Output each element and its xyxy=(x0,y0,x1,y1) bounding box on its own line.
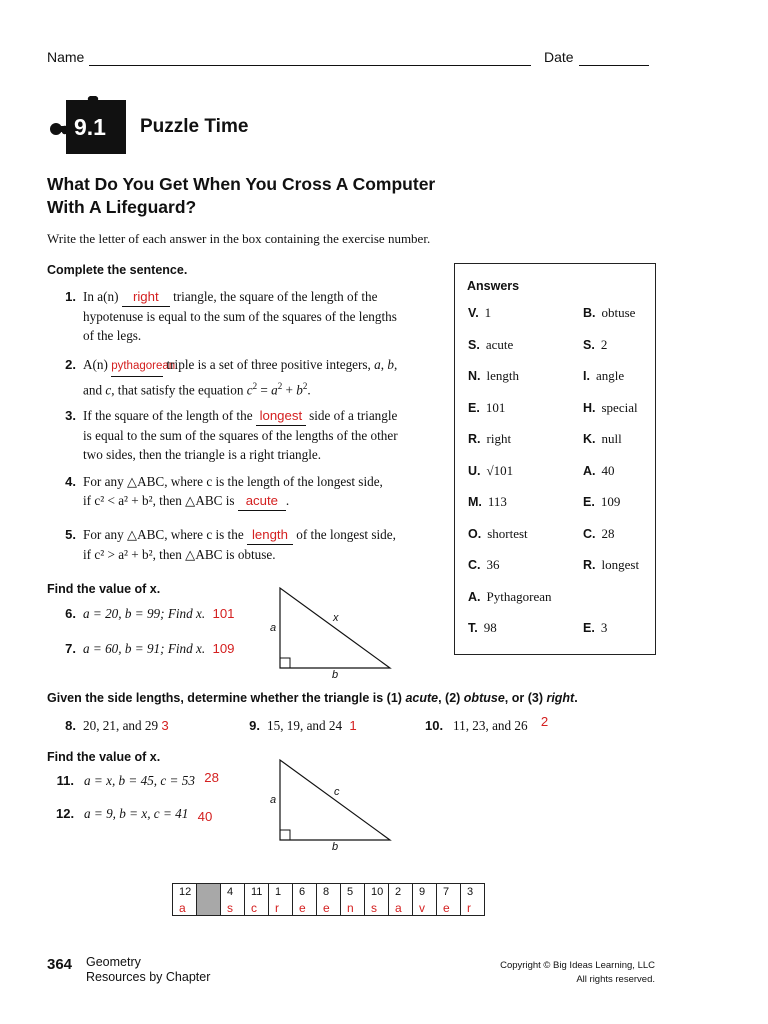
answer-choice xyxy=(583,337,607,353)
question-text: 15, 19, and 24 xyxy=(267,718,343,733)
grid-cell-number: 11 xyxy=(251,886,263,898)
question-text: side of a triangle xyxy=(309,408,398,423)
answers-heading: Answers xyxy=(467,279,520,293)
handwritten-answer: 109 xyxy=(212,641,235,656)
grid-cell-letter: a xyxy=(395,901,402,915)
question-text: a = x, b = 45, c = 53 xyxy=(84,773,195,788)
right-triangle-diagram-1 xyxy=(265,585,395,685)
side-label-c: c xyxy=(334,786,340,798)
answer-blank[interactable]: length xyxy=(247,525,293,545)
answer-letter: C. xyxy=(468,558,481,572)
question-number: 4. xyxy=(65,474,76,489)
heading-obtuse: obtuse xyxy=(463,691,505,705)
question-10 xyxy=(425,716,548,735)
grid-cell-letter: v xyxy=(419,901,425,915)
answer-choice xyxy=(468,620,497,636)
grid-cell-letter: r xyxy=(275,901,279,915)
name-label: Name xyxy=(47,49,85,65)
question-number: 11. xyxy=(56,773,74,788)
question-number: 5. xyxy=(65,527,76,542)
grid-cell-number: 6 xyxy=(299,886,306,898)
grid-cell-letter: s xyxy=(227,901,233,915)
grid-cell-letter: n xyxy=(347,901,354,915)
grid-cell[interactable] xyxy=(341,884,365,916)
answer-letter: B. xyxy=(583,306,596,320)
question-2: 2. A(n) pythagorean triple is a set of three positive integers, a, b, and c, that satisfy the equation $c^2 = a^2 + b^2$. xyxy=(62,355,397,399)
section-heading-complete: Complete the sentence. xyxy=(47,263,188,277)
question-3 xyxy=(62,406,398,464)
question-text: For any △ABC, where c is the length of the longest side, xyxy=(83,474,383,489)
answer-grid xyxy=(172,883,485,916)
question-text: if c² > a² + b², then △ABC is obtuse. xyxy=(83,547,276,562)
question-9 xyxy=(246,716,357,735)
name-line[interactable] xyxy=(89,65,531,66)
question-4: 4. For any △ABC, where c is the length of the longest side, if c² < a² + b², then △ABC is acute . xyxy=(62,472,383,511)
question-text: a = 60, b = 91; Find x. xyxy=(83,641,206,656)
answer-letter: A. xyxy=(468,589,481,604)
question-text: a = 20, b = 99; Find x. xyxy=(83,606,206,621)
question-number: 7. xyxy=(65,641,76,656)
grid-cell xyxy=(197,884,221,916)
answer-letter: I. xyxy=(583,369,590,383)
grid-cell[interactable] xyxy=(437,884,461,916)
answer-choice xyxy=(468,337,513,353)
answer-value: 113 xyxy=(487,494,507,509)
handwritten-answer: 40 xyxy=(197,809,213,824)
grid-cell[interactable] xyxy=(365,884,389,916)
question-text: In a(n) xyxy=(83,289,119,304)
answer-letter: E. xyxy=(583,621,595,635)
answer-letter: S. xyxy=(583,337,595,352)
grid-cell-number: 12 xyxy=(179,886,192,898)
answer-choice xyxy=(583,620,607,636)
heading-right: right xyxy=(546,691,575,705)
grid-cell-number: 10 xyxy=(371,886,384,898)
question-text: A(n) xyxy=(83,357,108,372)
answer-value: 2 xyxy=(600,336,608,352)
grid-cell-number: 9 xyxy=(419,886,426,898)
answer-letter: E. xyxy=(468,400,480,415)
side-label-x: x xyxy=(333,612,339,624)
instructions: Write the letter of each answer in the box containing the exercise number. xyxy=(47,231,431,246)
handwritten-answer: 1 xyxy=(349,718,357,733)
rights-line: All rights reserved. xyxy=(576,974,655,985)
answer-letter: R. xyxy=(468,432,481,446)
grid-cell-letter: e xyxy=(323,901,330,915)
grid-cell-letter: r xyxy=(467,901,471,915)
answer-value: Pythagorean xyxy=(486,588,552,604)
answer-value: null xyxy=(601,431,622,446)
date-label: Date xyxy=(544,49,574,65)
grid-cell-number: 7 xyxy=(443,886,450,898)
riddle-line-2: With A Lifeguard? xyxy=(47,197,197,217)
question-11 xyxy=(56,771,219,790)
grid-cell[interactable] xyxy=(413,884,437,916)
question-7 xyxy=(62,639,235,658)
answer-value: obtuse xyxy=(601,305,636,320)
answer-value: √101 xyxy=(486,462,514,478)
question-1 xyxy=(62,287,397,345)
grid-cell-letter: e xyxy=(299,901,306,915)
question-text: 20, 21, and 29 xyxy=(83,718,159,733)
question-12 xyxy=(56,804,212,823)
side-label-a: a xyxy=(270,622,277,634)
answer-letter: V. xyxy=(468,306,479,320)
side-label-b: b xyxy=(332,841,339,853)
grid-cell-letter: s xyxy=(371,901,377,915)
answer-letter: U. xyxy=(468,463,481,478)
question-text: hypotenuse is equal to the sum of the squares of the lengths xyxy=(83,309,397,324)
book-subtitle: Resources by Chapter xyxy=(86,970,211,984)
question-text: two sides, then the triangle is a right triangle. xyxy=(83,447,322,462)
answer-value: 40 xyxy=(601,462,615,478)
side-label-b: b xyxy=(332,669,339,681)
side-label-a: a xyxy=(270,794,277,806)
grid-cell-number: 4 xyxy=(227,886,234,898)
answer-choice xyxy=(468,494,507,510)
question-number: 10. xyxy=(425,718,444,733)
grid-cell-number: 3 xyxy=(467,886,474,898)
answer-choice xyxy=(468,305,491,321)
book-name: Geometry xyxy=(86,955,141,969)
question-number: 8. xyxy=(65,718,76,733)
answer-value: shortest xyxy=(487,525,528,541)
question-text: if c² < a² + b², then △ABC is xyxy=(83,493,235,508)
grid-cell-number: 8 xyxy=(323,886,330,898)
answer-letter: R. xyxy=(583,558,596,572)
answer-blank[interactable]: longest xyxy=(256,406,306,426)
answer-blank[interactable]: acute xyxy=(238,491,286,511)
answer-letter: S. xyxy=(468,337,480,352)
answer-value: 36 xyxy=(486,557,500,572)
grid-cell-letter: a xyxy=(179,901,186,915)
heading-text: Given the side lengths, determine whether the triangle is (1) xyxy=(47,691,402,705)
grid-cell[interactable] xyxy=(269,884,293,916)
question-number: 1. xyxy=(65,289,76,304)
grid-cell-letter: e xyxy=(443,901,450,915)
answer-letter: K. xyxy=(583,432,596,446)
grid-cell-number: 2 xyxy=(395,886,402,898)
answer-value: 109 xyxy=(600,494,621,509)
answer-value: 3 xyxy=(600,620,608,635)
page-number: 364 xyxy=(47,956,73,973)
answer-value: acute xyxy=(485,336,514,352)
question-text: For any △ABC, where c is the xyxy=(83,527,244,542)
question-number: 6. xyxy=(65,606,76,621)
answer-choice xyxy=(468,368,519,384)
grid-cell[interactable] xyxy=(461,884,485,916)
answer-blank[interactable]: pythagorean xyxy=(111,357,163,377)
grid-cell-number: 1 xyxy=(275,886,282,898)
answer-choice xyxy=(468,431,511,447)
date-line[interactable] xyxy=(579,65,649,66)
grid-cell[interactable] xyxy=(293,884,317,916)
answer-value: 101 xyxy=(485,399,506,415)
answer-letter: N. xyxy=(468,369,481,383)
answer-choice xyxy=(583,463,615,479)
page-title: Puzzle Time xyxy=(140,116,249,137)
answer-letter: C. xyxy=(583,526,596,541)
answer-choice xyxy=(583,400,638,416)
question-number: 9. xyxy=(249,718,260,733)
answer-value: 1 xyxy=(484,305,492,320)
question-6 xyxy=(62,604,235,623)
handwritten-answer: 101 xyxy=(212,606,235,621)
answer-choice xyxy=(468,463,513,479)
heading-acute: acute xyxy=(405,691,439,705)
copyright-line: Copyright © Big Ideas Learning, LLC xyxy=(500,960,655,971)
section-heading-find-x-1: Find the value of x. xyxy=(47,582,161,596)
riddle-title xyxy=(47,173,435,219)
copyright xyxy=(500,959,655,987)
answer-letter: E. xyxy=(583,495,595,509)
answer-value: length xyxy=(486,368,519,383)
answer-choice xyxy=(468,526,528,542)
question-number: 3. xyxy=(65,408,76,423)
question-number: 2. xyxy=(65,357,76,372)
question-8 xyxy=(62,716,169,735)
grid-cell[interactable] xyxy=(221,884,245,916)
section-heading-classify: Given the side lengths, determine whether the triangle is (1) acute, (2) obtuse, or (3) right. xyxy=(47,691,578,705)
answer-choice xyxy=(468,589,551,605)
answers-box xyxy=(454,263,656,655)
question-text: a = 9, b = x, c = 41 xyxy=(84,806,189,821)
answer-value: special xyxy=(601,399,638,415)
grid-cell-letter: c xyxy=(251,901,257,915)
answer-choice xyxy=(583,589,589,605)
answer-letter: T. xyxy=(468,621,478,635)
answer-letter: M. xyxy=(468,495,482,509)
question-text: that satisfy the equation xyxy=(117,382,244,398)
grid-cell[interactable] xyxy=(317,884,341,916)
handwritten-answer: 2 xyxy=(540,714,549,729)
question-text: is equal to the sum of the squares of the lengths of the other xyxy=(83,428,398,443)
answer-value: longest xyxy=(601,557,640,572)
handwritten-answer: 28 xyxy=(204,770,219,785)
answer-blank[interactable]: right xyxy=(122,287,170,307)
answer-choice xyxy=(583,557,639,573)
handwritten-answer: 3 xyxy=(161,718,169,733)
answer-letter: O. xyxy=(468,526,482,541)
question-text: triple is a set of three positive integers, xyxy=(166,357,371,372)
question-text: 11, 23, and 26 xyxy=(453,718,528,733)
question-text: If the square of the length of the xyxy=(83,408,253,423)
question-number: 12. xyxy=(56,806,75,821)
answer-choice xyxy=(583,526,615,542)
question-text: of the longest side, xyxy=(296,527,396,542)
answer-choice xyxy=(583,431,622,447)
answer-letter: H. xyxy=(583,400,596,415)
answer-value: 28 xyxy=(601,525,615,541)
answer-choice xyxy=(583,305,635,321)
question-text: triangle, the square of the length of the xyxy=(173,289,378,304)
book-title xyxy=(86,955,210,985)
grid-cell[interactable] xyxy=(173,884,197,916)
section-heading-find-x-2: Find the value of x. xyxy=(47,750,161,764)
question-text: and xyxy=(83,382,103,398)
answer-value: angle xyxy=(595,368,625,383)
grid-cell-number: 5 xyxy=(347,886,354,898)
answer-choice xyxy=(468,557,500,573)
section-number: 9.1 xyxy=(74,114,106,140)
answer-choice xyxy=(583,368,624,384)
answer-choice xyxy=(583,494,620,510)
grid-cell[interactable] xyxy=(389,884,413,916)
riddle-line-1: What Do You Get When You Cross A Computer xyxy=(47,174,436,194)
grid-cell[interactable] xyxy=(245,884,269,916)
question-5 xyxy=(62,525,396,564)
answer-value: right xyxy=(486,431,512,446)
question-text: of the legs. xyxy=(83,328,142,343)
answer-choice xyxy=(468,400,505,416)
answer-value: 98 xyxy=(483,620,497,635)
answer-letter: A. xyxy=(583,463,596,478)
right-triangle-diagram-2 xyxy=(265,757,395,847)
